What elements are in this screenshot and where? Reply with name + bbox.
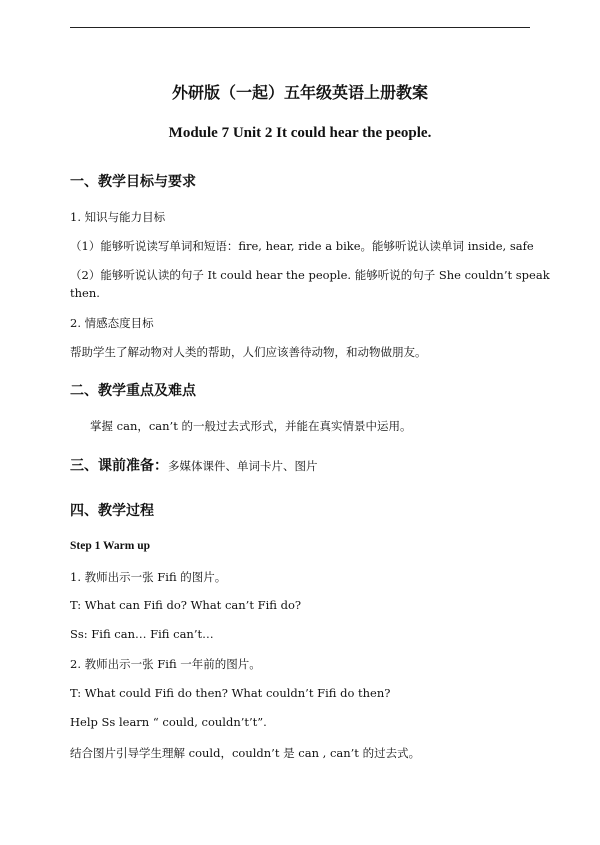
section-3-inline: 多媒体课件、单词卡片、图片: [168, 459, 318, 473]
section-4-heading: 四、教学过程: [70, 503, 154, 519]
s4-line-3: Ss: Fifi can… Fifi can’t…: [70, 627, 214, 641]
s1-line-2a: （2）能够听说认读的句子 It could hear the people. 能够听说的句子 She couldn’t speak: [70, 268, 550, 282]
s2-line: 掌握 can，can’t 的一般过去式形式，并能在真实情景中运用。: [90, 419, 412, 433]
s4-line-4: 2. 教师出示一张 Fifi 一年前的图片。: [70, 657, 261, 671]
section-2-heading: 二、教学重点及难点: [70, 383, 196, 399]
s1-item-2: 2. 情感态度目标: [70, 316, 154, 330]
s4-line-7: 结合图片引导学生理解 could，couldn’t 是 can , can’t 的过去式。: [70, 746, 421, 760]
s1-line-3: 帮助学生了解动物对人类的帮助，人们应该善待动物，和动物做朋友。: [70, 345, 427, 359]
s4-line-6: Help Ss learn “ could, couldn’t’t”.: [70, 715, 267, 729]
s1-item-1: 1. 知识与能力目标: [70, 210, 166, 224]
doc-subtitle: Module 7 Unit 2 It could hear the people.: [168, 125, 432, 141]
section-3-title: 三、课前准备：: [70, 458, 168, 474]
s4-line-5: T: What could Fifi do then? What couldn’t Fifi do then?: [70, 686, 391, 700]
s1-line-2b: then.: [70, 286, 100, 300]
header-rule: [70, 27, 530, 28]
doc-title: 外研版（一起）五年级英语上册教案: [171, 83, 428, 102]
s4-line-1: 1. 教师出示一张 Fifi 的图片。: [70, 570, 227, 584]
s1-line-1: （1）能够听说读写单词和短语：fire, hear, ride a bike。能够听说认读单词 inside, safe: [70, 239, 534, 253]
step-1-heading: Step 1 Warm up: [70, 540, 150, 552]
section-1-heading: 一、教学目标与要求: [70, 174, 196, 190]
section-3-heading: [70, 455, 318, 475]
s4-line-2: T: What can Fifi do? What can’t Fifi do?: [70, 598, 302, 612]
